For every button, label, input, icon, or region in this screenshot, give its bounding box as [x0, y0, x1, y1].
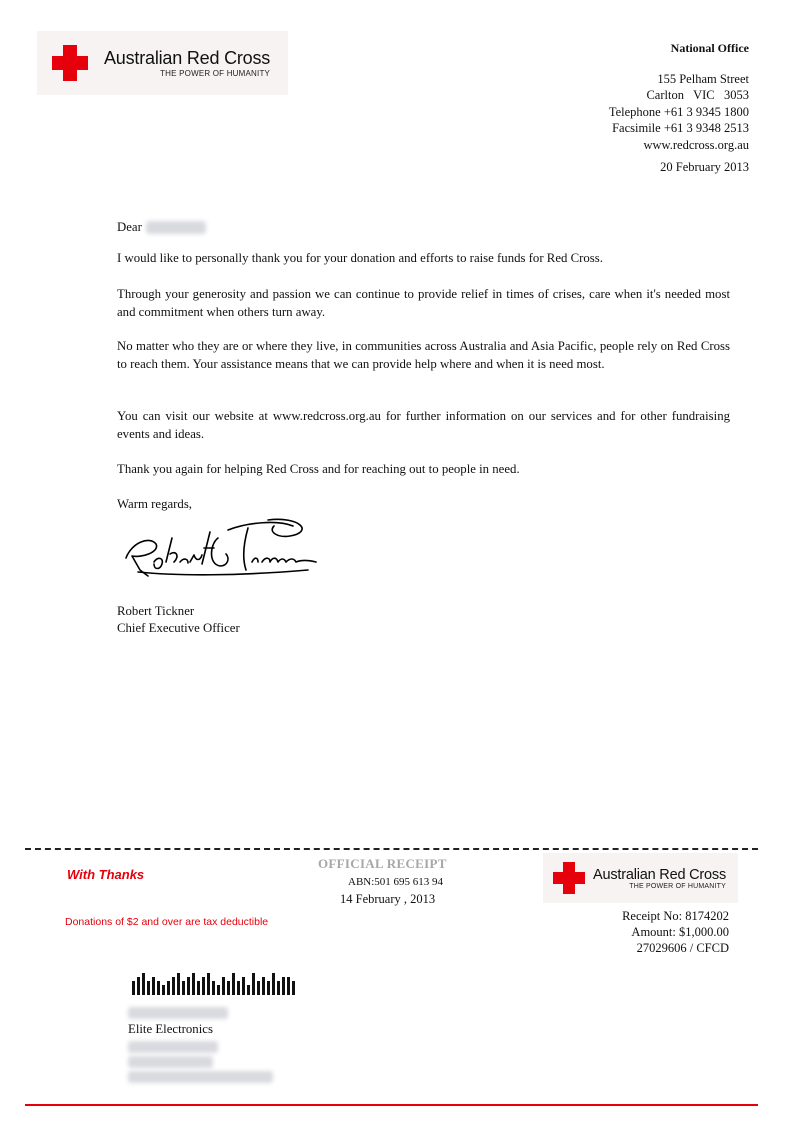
receipt-red-cross-logo	[543, 853, 738, 903]
signer-name: Robert Tickner	[117, 604, 195, 618]
letter-paragraph: You can visit our website at www.redcross.org.au for further information on our services and for other fundraising events and ideas.	[117, 409, 730, 441]
letter-paragraph: Thank you again for helping Red Cross and for reaching out to people in need.	[117, 462, 520, 476]
logo-tagline: THE POWER OF HUMANITY	[629, 882, 726, 890]
address-line: Telephone +61 3 9345 1800	[608, 104, 749, 119]
red-cross-icon	[553, 862, 585, 894]
redacted-recipient-name	[146, 221, 206, 234]
salutation	[117, 220, 206, 235]
receipt-amount: Amount: $1,000.00	[631, 925, 729, 939]
letter-paragraph: Through your generosity and passion we can continue to provide relief in times of crises, care when it's needed most and commitment when others turn away.	[117, 287, 730, 319]
signer-title: Chief Executive Officer	[117, 621, 240, 635]
address-line: Carlton VIC 3053	[646, 88, 749, 102]
receipt-reference: 27029606 / CFCD	[636, 941, 729, 955]
bottom-rule	[25, 1104, 758, 1106]
logo-tagline: THE POWER OF HUMANITY	[160, 69, 271, 78]
letter-date: 20 February 2013	[660, 160, 749, 174]
redacted-address-line	[128, 1056, 213, 1068]
office-title: National Office	[670, 41, 749, 55]
postal-barcode	[132, 973, 300, 999]
red-cross-logo	[37, 31, 288, 95]
receipt-date: 14 February , 2013	[340, 892, 436, 906]
closing: Warm regards,	[117, 497, 193, 511]
recipient-company: Elite Electronics	[128, 1022, 213, 1036]
receipt-abn: ABN:501 695 613 94	[348, 876, 444, 888]
receipt-title: OFFICIAL RECEIPT	[318, 856, 447, 871]
tear-off-line	[25, 848, 758, 850]
address-line: 155 Pelham Street	[657, 71, 749, 86]
letter-paragraph: I would like to personally thank you for your donation and efforts to raise funds for Red Cross.	[117, 251, 603, 265]
letter-paragraph: No matter who they are or where they live, in communities across Australia and Asia Pacific, people rely on Red Cross to reach them. Your assistance means that we can provide help where and when it is need most.	[117, 339, 730, 371]
redacted-address-line	[128, 1041, 218, 1053]
office-address-block	[609, 40, 749, 176]
handwritten-signature	[118, 518, 323, 593]
redacted-address-line	[128, 1007, 228, 1019]
logo-name: Australian Red Cross	[104, 48, 271, 68]
tax-deductible-note: Donations of $2 and over are tax deductible	[65, 916, 269, 928]
receipt-number: Receipt No: 8174202	[622, 909, 729, 923]
redacted-address-line	[128, 1071, 273, 1083]
logo-name: Australian Red Cross	[593, 866, 726, 883]
receipt-details	[622, 908, 729, 956]
address-line: www.redcross.org.au	[643, 137, 749, 152]
red-cross-icon	[52, 45, 88, 81]
with-thanks-text: With Thanks	[67, 867, 145, 882]
salutation-text: Dear	[117, 220, 142, 234]
address-line: Facsimile +61 3 9348 2513	[612, 121, 749, 135]
